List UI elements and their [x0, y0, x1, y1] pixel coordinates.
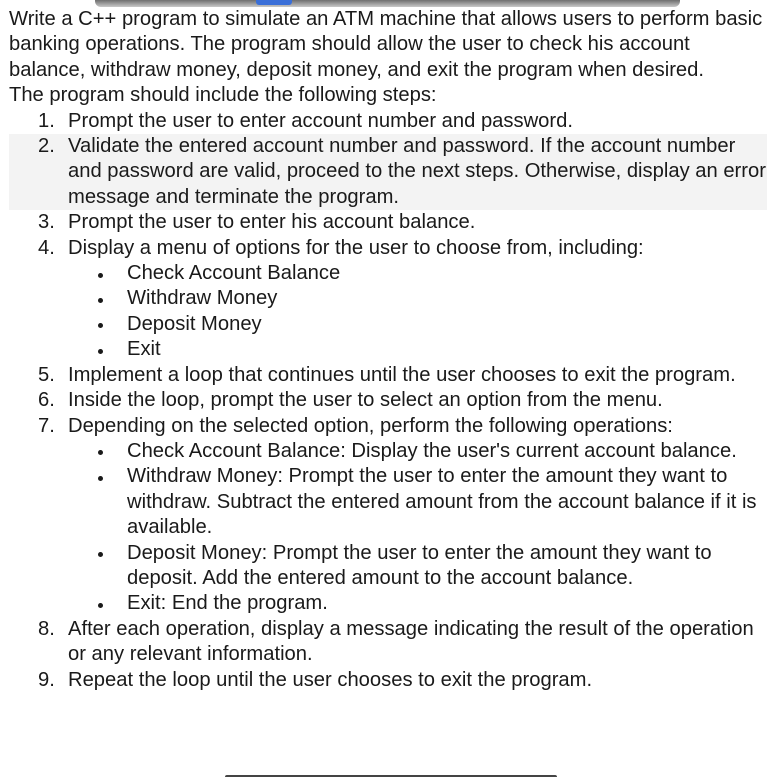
- menu-option-item: Check Account Balance: [68, 261, 767, 286]
- step-number: 1.: [38, 109, 55, 132]
- step-number: 8.: [38, 617, 55, 640]
- step-text: Validate the entered account number and password. If the account number and password are valid, proceed to the next steps. Otherwise, display an error message and terminate the program.: [68, 135, 766, 208]
- step-number: 5.: [38, 363, 55, 386]
- step-text: Prompt the user to enter account number and password.: [68, 109, 573, 132]
- step-item: [9, 363, 767, 388]
- step-text: Depending on the selected option, perform the following operations:: [68, 414, 673, 437]
- top-bar-tab-indicator: [256, 0, 292, 5]
- step-number: 3.: [38, 211, 55, 234]
- step-text: Implement a loop that continues until the user chooses to exit the program.: [68, 363, 736, 386]
- step-item: [9, 109, 767, 134]
- step-item: [9, 236, 767, 363]
- step-text: Inside the loop, prompt the user to select an option from the menu.: [68, 389, 663, 412]
- menu-option-item: Withdraw Money: [68, 286, 767, 311]
- operation-item: Exit: End the program.: [68, 591, 767, 616]
- step-number: 7.: [38, 414, 55, 437]
- document-body: [9, 7, 767, 693]
- step-number: 9.: [38, 668, 55, 691]
- step-number: 4.: [38, 236, 55, 259]
- operations-list: [68, 439, 767, 617]
- top-window-bar: [95, 0, 680, 7]
- step-item: [9, 414, 767, 617]
- intro-paragraph: Write a C++ program to simulate an ATM machine that allows users to perform basic banking operations. The program should allow the user to check his account balance, withdraw money, deposit money, and exit the program when desired.: [9, 8, 763, 81]
- step-text: Prompt the user to enter his account balance.: [68, 211, 476, 234]
- operation-item: Check Account Balance: Display the user's current account balance.: [68, 439, 767, 464]
- steps-heading: The program should include the following steps:: [9, 84, 437, 107]
- operation-item: Withdraw Money: Prompt the user to enter the amount they want to withdraw. Subtract the entered amount from the account balance if it is available.: [68, 464, 767, 540]
- operation-item: Deposit Money: Prompt the user to enter the amount they want to deposit. Add the entered amount to the account balance.: [68, 541, 767, 592]
- steps-list: [9, 109, 767, 693]
- menu-option-item: Exit: [68, 337, 767, 362]
- step-text: Repeat the loop until the user chooses to exit the program.: [68, 668, 593, 691]
- step-number: 2.: [38, 135, 55, 158]
- step-text: Display a menu of options for the user to choose from, including:: [68, 236, 644, 259]
- menu-option-item: Deposit Money: [68, 312, 767, 337]
- step-text: After each operation, display a message indicating the result of the operation or any relevant information.: [68, 617, 754, 666]
- menu-options-list: [68, 261, 767, 363]
- step-item-highlighted: [9, 134, 767, 210]
- step-item: [9, 617, 767, 668]
- step-item: [9, 388, 767, 413]
- step-item: [9, 210, 767, 235]
- step-number: 6.: [38, 389, 55, 412]
- step-item: [9, 668, 767, 693]
